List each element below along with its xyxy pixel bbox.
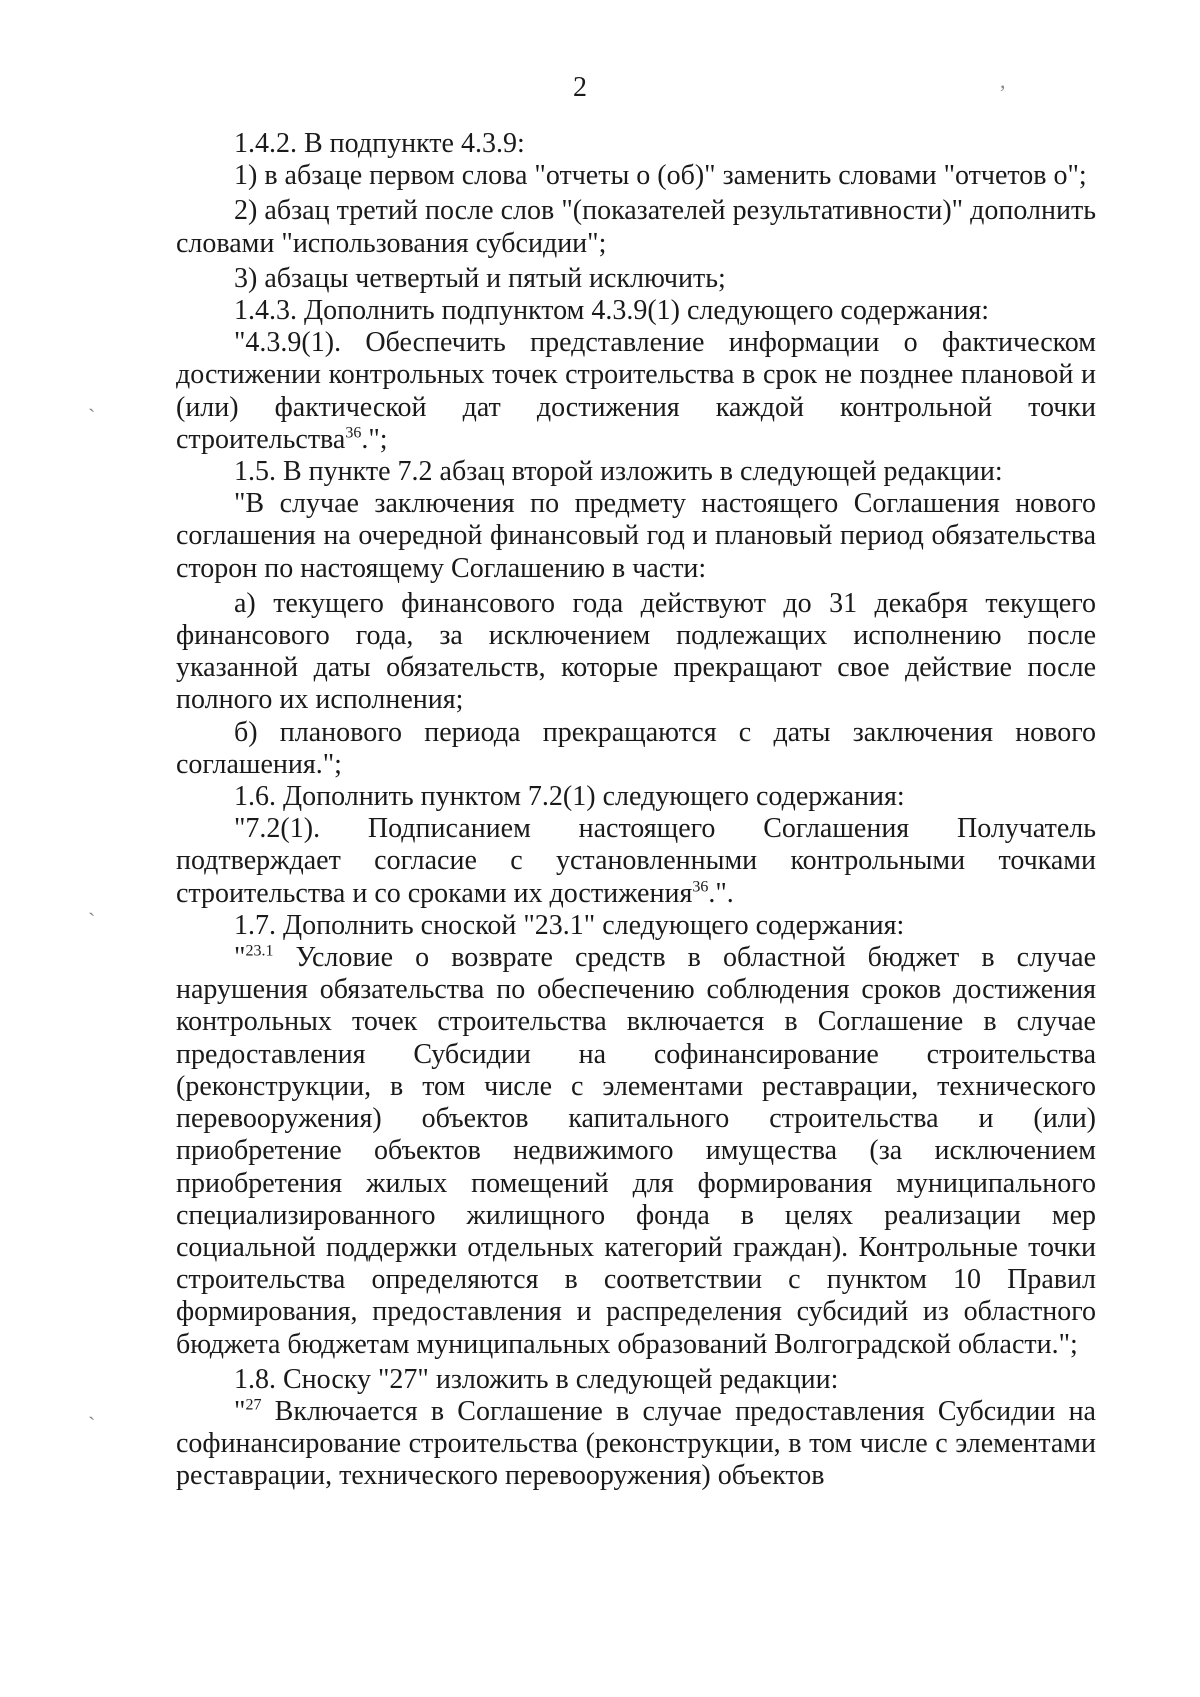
paragraph: 1.4.2. В подпункте 4.3.9:: [234, 128, 525, 159]
paragraph: 1.4.3. Дополнить подпунктом 4.3.9(1) следующего содержания:: [234, 295, 990, 327]
paragraph: 3) абзацы четвертый и пятый исключить;: [234, 262, 726, 294]
footnote-ref: 27: [245, 1396, 262, 1414]
paragraph: а) текущего финансового года действуют до 31 декабря текущего финансового года, за исключением подлежащих исполнению после указанной даты обязательств, которые прекращают свое действие после полного их исполнения;: [176, 587, 1096, 716]
scan-speck: `: [88, 404, 96, 429]
footnote-ref: 23.1: [245, 942, 274, 960]
paragraph: "В случае заключения по предмету настоящего Соглашения нового соглашения на очередной финансовый год и плановый период обязательства сторон по настоящему Соглашению в части:: [176, 488, 1096, 584]
paragraph: 2) абзац третий после слов "(показателей результативности)" дополнить словами "использования субсидии";: [176, 195, 1096, 259]
scan-speck: `: [88, 1412, 96, 1437]
document-body: [176, 128, 1096, 1493]
paragraph: 1.6. Дополнить пунктом 7.2(1) следующего содержания:: [234, 781, 905, 813]
paragraph: б) планового периода прекращаются с даты заключения нового соглашения.";: [176, 716, 1096, 780]
page-number: 2: [573, 72, 587, 103]
paragraph: "$^{27}$ Включается в Соглашение в случае предоставления Субсидии на софинансирование строительства (реконструкции, в том числе с элементами реставрации, технического перевооружения) объектов: [176, 1395, 1096, 1492]
paragraph: 1.7. Дополнить сноской "23.1" следующего содержания:: [234, 909, 905, 941]
footnote-ref: 36: [345, 424, 362, 442]
paragraph: "7.2(1). Подписанием настоящего Соглашения Получатель подтверждает согласие с установленными контрольными точками строительства и со сроками их достижения$^{36}$.".: [176, 813, 1096, 909]
scan-speck: `: [88, 908, 96, 933]
paragraph: 1.5. В пункте 7.2 абзац второй изложить в следующей редакции:: [234, 456, 1003, 488]
footnote-ref: 36: [692, 878, 709, 896]
scan-speck: ,: [1000, 68, 1006, 93]
paragraph: "$^{23.1}$ Условие о возврате средств в областной бюджет в случае нарушения обязательства по обеспечению соблюдения сроков достижения контрольных точек строительства включается в Соглашение в случае предоставления Субсидии на софинансирование строительства (реконструкции, в том числе с элементами реставрации, технического перевооружения) объектов капитального строительства и (или) приобретение объектов недвижимого имущества (за исключением приобретения жилых помещений для формирования муниципального специализированного жилищного фонда в целях реализации мер социальной поддержки отдельных категорий граждан). Контрольные точки строительства определяются в соответствии с пунктом 10 Правил формирования, предоставления и распределения субсидий из областного бюджета бюджетам муниципальных образований Волгоградской области.";: [176, 942, 1096, 1360]
paragraph: "4.3.9(1). Обеспечить представление информации о фактическом достижении контрольных точек строительства в срок не позднее плановой и (или) фактической дат достижения каждой контрольной точки строительства$^{36}$.";: [176, 327, 1096, 455]
paragraph: 1) в абзаце первом слова "отчеты о (об)" заменить словами "отчетов о";: [234, 160, 1087, 192]
paragraph: 1.8. Сноску "27" изложить в следующей редакции:: [234, 1363, 839, 1395]
